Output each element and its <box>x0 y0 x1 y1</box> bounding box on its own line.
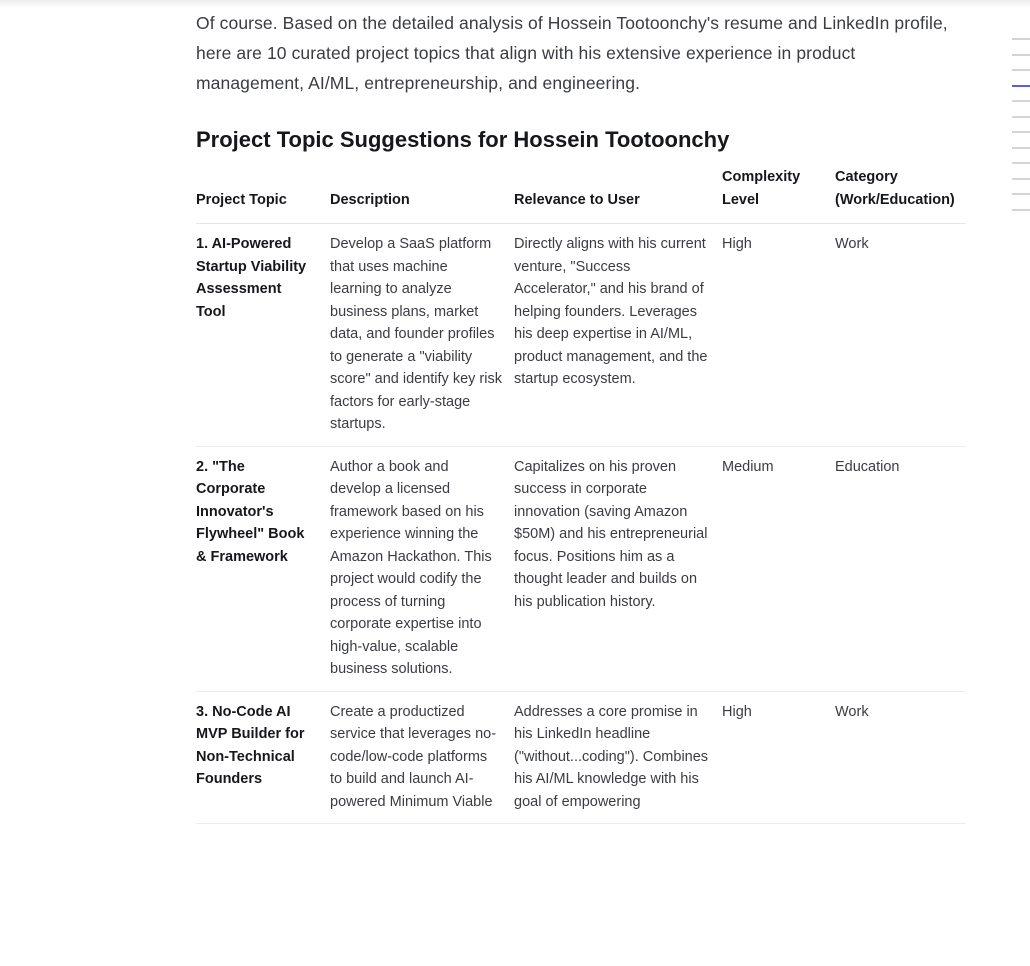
scroll-nav-tick[interactable] <box>1012 38 1030 40</box>
intro-paragraph: Of course. Based on the detailed analysis of Hossein Tootoonchy's resume and LinkedIn profile, here are 10 curated project topics that align with his extensive experience in product management, AI/ML, entrepreneurship, and engineering. <box>196 13 948 93</box>
scroll-nav-tick-active[interactable] <box>1012 85 1030 87</box>
cell-category: Work <box>835 691 966 824</box>
header-category: Category (Work/Education) <box>835 166 966 224</box>
table-header-row <box>196 166 966 224</box>
table-row <box>196 691 966 824</box>
scroll-nav-tick[interactable] <box>1012 131 1030 133</box>
message-content <box>196 8 966 824</box>
cell-description: Develop a SaaS platform that uses machine learning to analyze business plans, market data, and founder profiles to generate a "viability score" and identify key risk factors for early-stage startups. <box>330 224 514 447</box>
scroll-nav-tick[interactable] <box>1012 69 1030 71</box>
header-complexity: Complexity Level <box>722 166 835 224</box>
cell-relevance: Addresses a core promise in his LinkedIn headline ("without...coding"). Combines his AI/ML knowledge with his goal of empowering <box>514 691 722 824</box>
scroll-nav-tick[interactable] <box>1012 209 1030 211</box>
cell-complexity: High <box>722 224 835 447</box>
scroll-nav-tick[interactable] <box>1012 54 1030 56</box>
cell-description: Author a book and develop a licensed framework based on his experience winning the Amazon Hackathon. This project would codify the process of turning corporate expertise into high-value, scalable business solutions. <box>330 446 514 691</box>
cell-relevance: Directly aligns with his current venture, "Success Accelerator," and his brand of helping founders. Leverages his deep expertise in AI/ML, product management, and the startup ecosystem. <box>514 224 722 447</box>
top-bar-shadow <box>0 0 1030 8</box>
cell-description: Create a productized service that leverages no-code/low-code platforms to build and launch AI-powered Minimum Viable <box>330 691 514 824</box>
cell-category: Work <box>835 224 966 447</box>
section-title: Project Topic Suggestions for Hossein Tootoonchy <box>196 127 730 152</box>
cell-topic: 1. AI-Powered Startup Viability Assessment Tool <box>196 224 330 447</box>
message-scroll-navigator <box>1012 38 1030 224</box>
header-project-topic: Project Topic <box>196 166 330 224</box>
cell-relevance: Capitalizes on his proven success in corporate innovation (saving Amazon $50M) and his entrepreneurial focus. Positions him as a thought leader and builds on his publication history. <box>514 446 722 691</box>
cell-category: Education <box>835 446 966 691</box>
project-topics-table <box>196 166 966 824</box>
scroll-nav-tick[interactable] <box>1012 147 1030 149</box>
cell-complexity: High <box>722 691 835 824</box>
cell-topic: 3. No-Code AI MVP Builder for Non-Technical Founders <box>196 691 330 824</box>
scroll-nav-tick[interactable] <box>1012 116 1030 118</box>
scroll-nav-tick[interactable] <box>1012 193 1030 195</box>
cell-topic: 2. "The Corporate Innovator's Flywheel" Book & Framework <box>196 446 330 691</box>
scroll-nav-tick[interactable] <box>1012 100 1030 102</box>
cell-complexity: Medium <box>722 446 835 691</box>
header-description: Description <box>330 166 514 224</box>
scroll-nav-tick[interactable] <box>1012 162 1030 164</box>
table-row <box>196 446 966 691</box>
table-row <box>196 224 966 447</box>
scroll-nav-tick[interactable] <box>1012 178 1030 180</box>
header-relevance: Relevance to User <box>514 166 722 224</box>
